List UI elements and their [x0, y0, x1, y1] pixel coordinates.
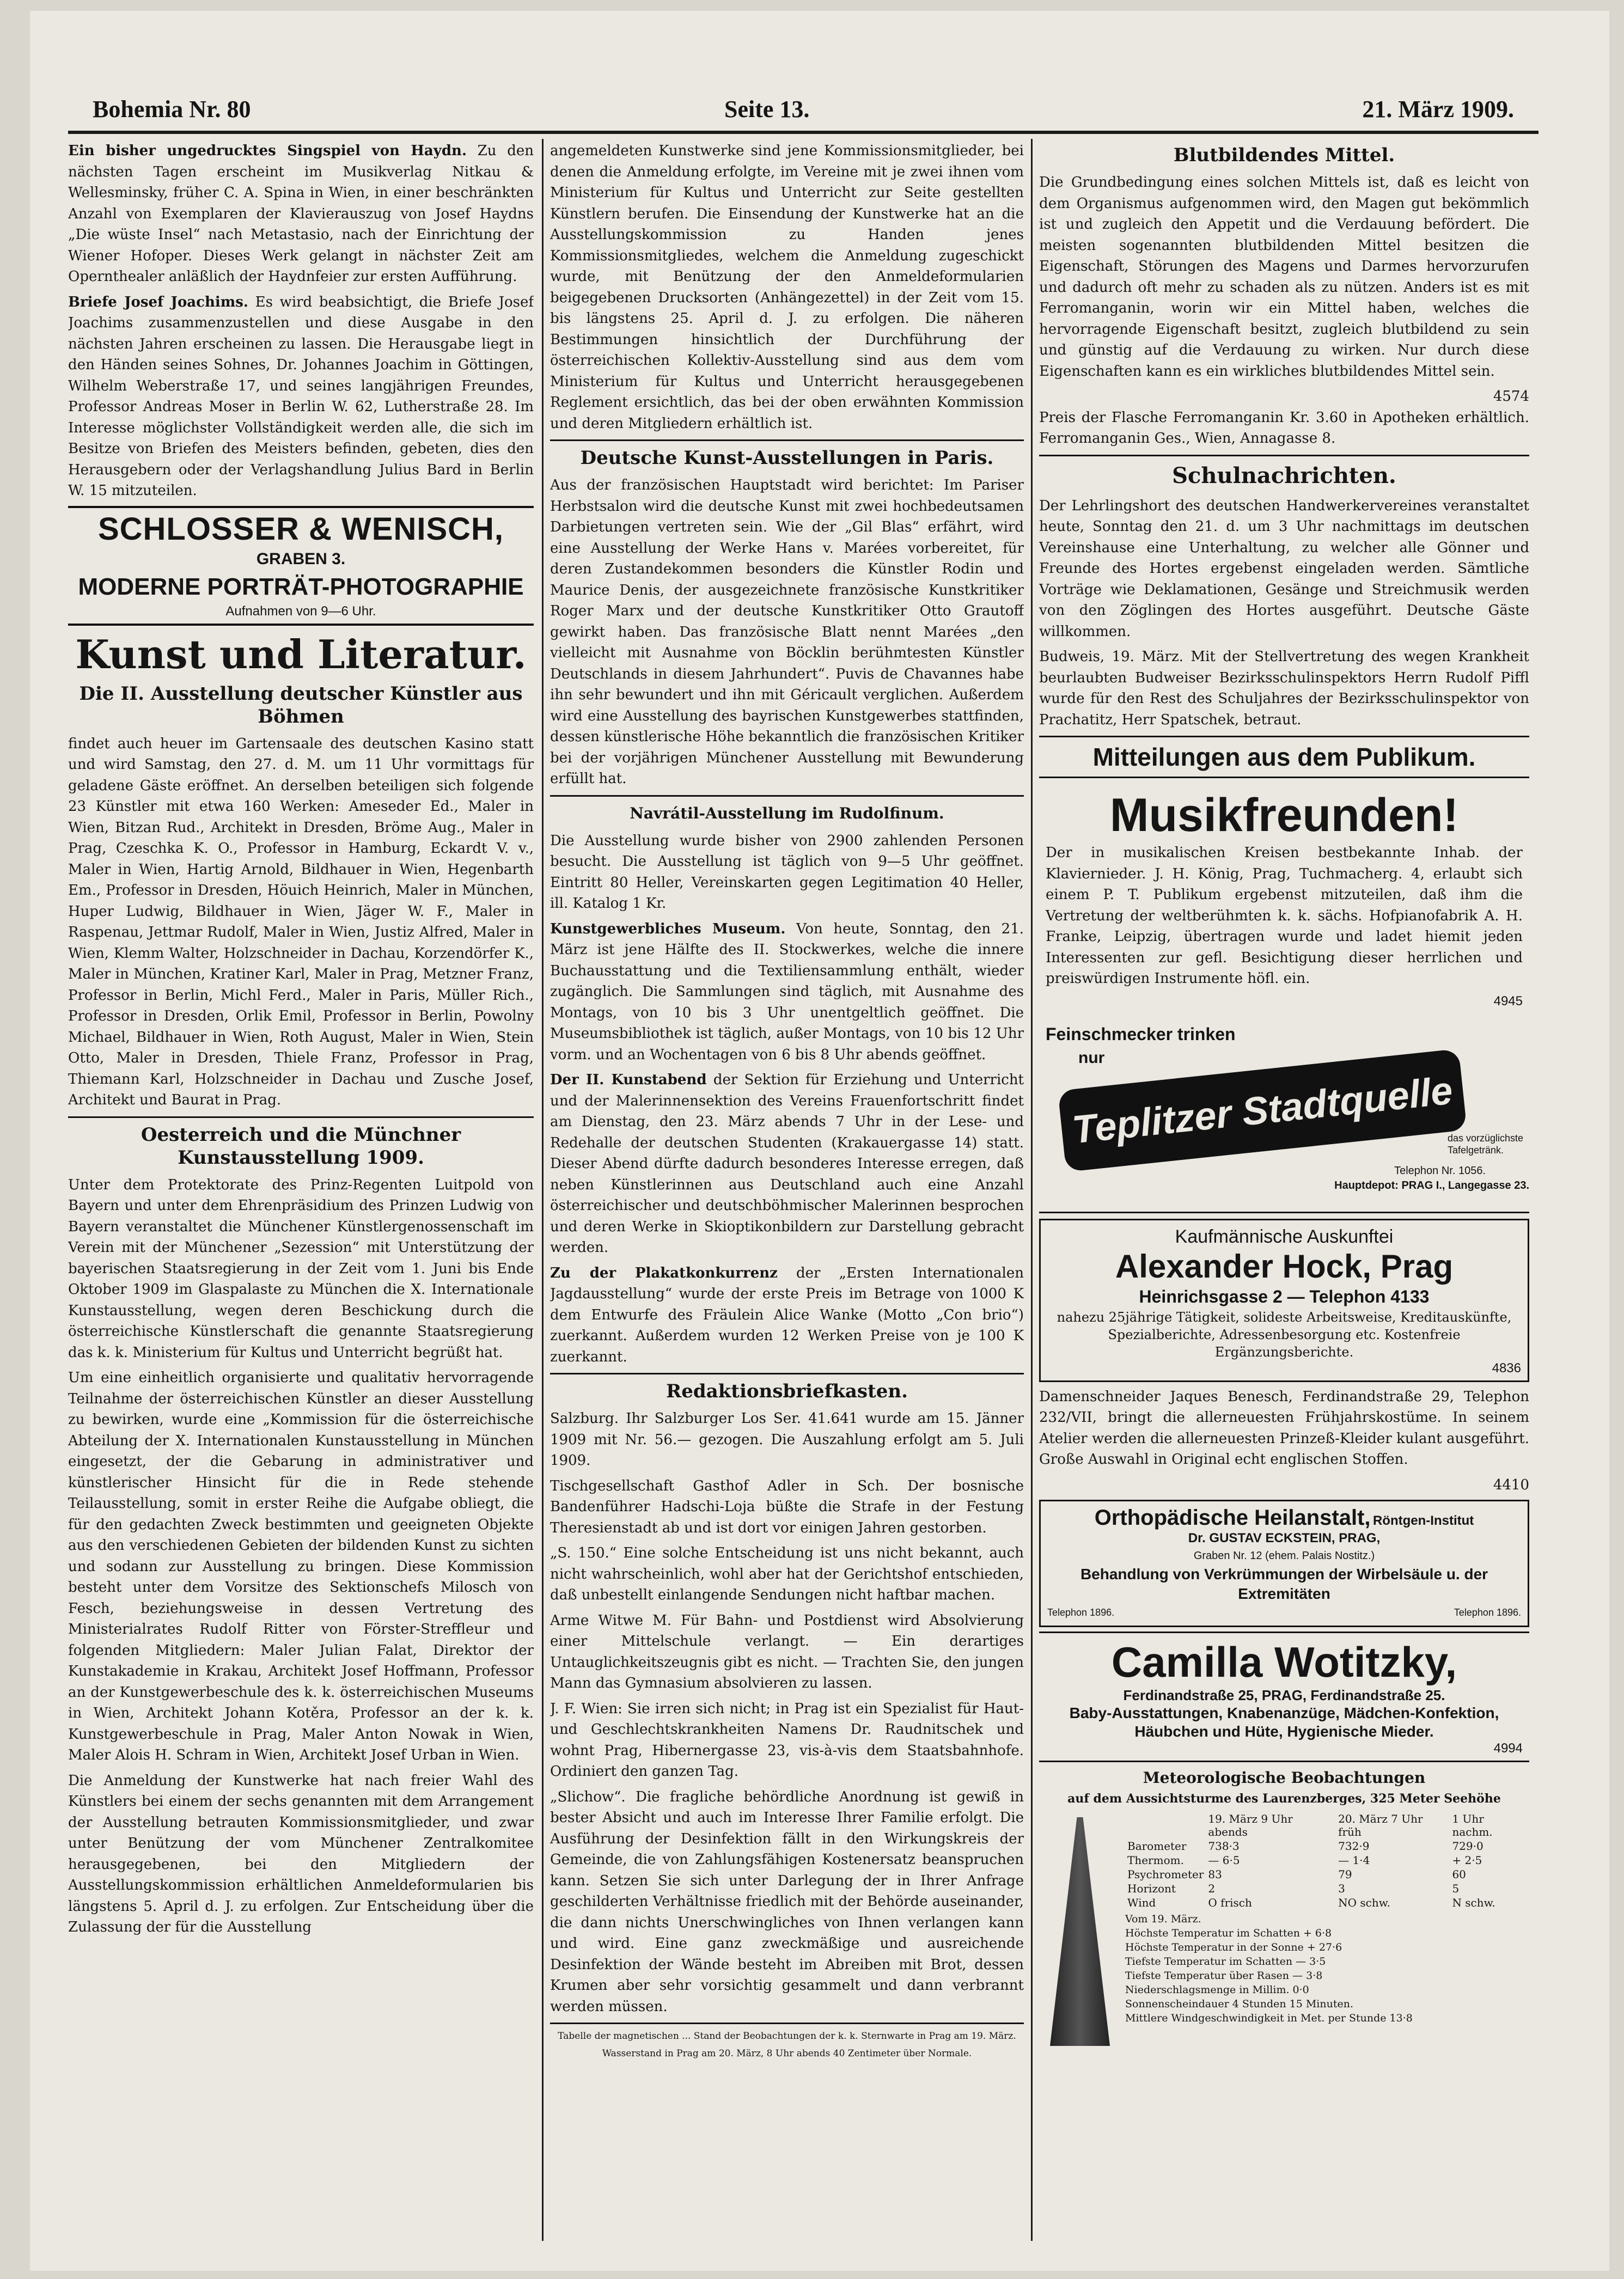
letter-item: Arme Witwe M. Für Bahn- und Postdienst wird Absolvierung einer Mittelschule verlangt. — Ein derartiges Untauglichkeitszeugnis gibt es nicht. — Trachten Sie, den jungen Mann das Gymnasium absolvieren zu lassen.: [550, 1612, 1024, 1691]
ad-line: Ferdinandstraße 25, PRAG, Ferdinandstraße 25.: [1123, 1687, 1445, 1703]
ad-line: Behandlung von Verkrümmungen der Wirbelsäule u. der Extremitäten: [1080, 1566, 1488, 1602]
meteorology-line: Mittlere Windgeschwindigkeit in Met. per Stunde 13·8: [1125, 2012, 1413, 2024]
meteorology-line: Tiefste Temperatur über Rasen — 3·8: [1125, 1970, 1323, 1982]
separator: [550, 1373, 1024, 1374]
ad-line: Heinrichsgasse 2 — Telephon 4133: [1139, 1286, 1430, 1306]
meteorology-line: Sonnenscheindauer 4 Stunden 15 Minuten.: [1125, 1998, 1354, 2010]
table-header-cell: 19. März 9 Uhr abends: [1208, 1812, 1293, 1838]
meteorology-body: [1039, 1812, 1529, 2046]
ad-line: Telephon 1896.: [1047, 1607, 1115, 1618]
ad-musikfreunden: [1039, 784, 1529, 1013]
meteorology-line: Vom 19. März.: [1125, 1913, 1201, 1925]
letter-item: J. F. Wien: Sie irren sich nicht; in Prag ist ein Spezialist für Haut- und Geschlechtskrankheiten Namens Dr. Raudnitschek und wohnt Prag, Hibernergasse 23, vis-à-vis dem Staatsbahnhofe. Ordiniert den ganzen Tag.: [550, 1700, 1024, 1780]
header-center: Seite 13.: [724, 96, 810, 123]
letter-item: „S. 150.“ Eine solche Entscheidung ist uns nicht bekannt, auch nicht wahrscheinlich, wohl aber hat der Gerichtshof entschieden, daß unbestellt einlangende Sendungen nicht haftbar machen.: [550, 1545, 1024, 1603]
table-cell: 60: [1452, 1868, 1466, 1881]
ad-line: das vorzüglichste Tafelgetränk.: [1448, 1132, 1524, 1156]
ad-title: Musikfreunden!: [1109, 789, 1459, 841]
article-heading: Navrátil-Ausstellung im Rudolfinum.: [630, 804, 944, 822]
article-heading: Redaktionsbriefkasten.: [666, 1380, 908, 1402]
ad-subtitle: GRABEN 3.: [256, 549, 346, 568]
table-cell: Psychrometer: [1127, 1868, 1204, 1881]
meteorology-subtitle: auf dem Aussichtsturme des Laurenzberges, 325 Meter Seehöhe: [1067, 1792, 1501, 1806]
table-cell: Wind: [1127, 1896, 1156, 1909]
article-text: Die Ausstellung wurde bisher von 2900 zahlenden Personen besucht. Die Ausstellung ist täglich von 9—5 Uhr geöffnet. Eintritt 80 Heller, Vereinskarten gegen Legitimation 40 Heller, ill. Katalog 1 Kr.: [550, 832, 1024, 912]
ad-line: Röntgen-Institut: [1372, 1513, 1474, 1528]
table-cell: — 1·4: [1338, 1854, 1370, 1867]
article-heading: Die II. Ausstellung deutscher Künstler aus Böhmen: [79, 682, 523, 728]
article-heading: Schulnachrichten.: [1172, 462, 1396, 488]
section-title: Mitteilungen aus dem Publikum.: [1092, 743, 1476, 771]
meteorology-line: Tiefste Temperatur im Schatten — 3·5: [1125, 1956, 1326, 1968]
table-row: [1125, 1881, 1529, 1896]
article-text: Aus der französischen Hauptstadt wird berichtet: Im Pariser Herbstsalon wird die deutsche Kunst mit zwei hochbedeutsamen Darbietungen vertreten sein. Wie der „Gil Blas“ erfährt, wird eine Ausstellung der Werke Hans v. Marées vorbereitet, für deren Zustandekommen besonders die Künstler Rodin und Maurice Denis, der ausgezeichnete französische Kunstkritiker Roger Marx und der deutsche Kunstkritiker Otto Grautoff gewirkt haben. Das französische Blatt nennt Marées „den vielleicht mit Ausnahme von Böcklin berühmtesten Künstler Deutschlands in diesem Jahrhundert“. Puvis de Chavannes habe ihn sehr bewundert und ihn mit Géricault verglichen. Außerdem wird eine Ausstellung des bayrischen Kunstgewerbes stattfinden, dessen künstlerische Höhe bekanntlich die französischen Kritiker bei der vorjährigen Münchener Ausstellung mit Bewunderung erfüllt hat.: [550, 477, 1024, 787]
meteorology-line: Niederschlagsmenge in Millim. 0·0: [1125, 1984, 1309, 1996]
article-text: Budweis, 19. März. Mit der Stellvertretung des wegen Krankheit beurlaubten Budweiser Bezirksschulinspektors Herrn Rudolf Piffl wurde für den Rest des Schuljahres der Bezirksschulinspektor von Prachatitz, Herr Spatschek, betraut.: [1039, 649, 1529, 728]
table-cell: N schw.: [1452, 1896, 1495, 1909]
ad-number: 4410: [1493, 1476, 1529, 1493]
letter-item: Salzburg. Ihr Salzburger Los Ser. 41.641 wurde am 15. Jänner 1909 mit Nr. 56.— gezogen. Die Auszahlung erfolgt am 5. Juli 1909.: [550, 1410, 1024, 1469]
separator: [1039, 455, 1529, 456]
ad-main: MODERNE PORTRÄT-PHOTOGRAPHIE: [78, 573, 524, 600]
ad-number: 4836: [1492, 1360, 1521, 1376]
table-cell: + 2·5: [1452, 1854, 1482, 1867]
meteorology-line: Höchste Temperatur im Schatten + 6·8: [1125, 1927, 1332, 1939]
article-title: Der II. Kunstabend: [550, 1072, 707, 1088]
separator: [550, 2023, 1024, 2024]
separator: [1039, 777, 1529, 778]
table-cell: 732·9: [1338, 1840, 1370, 1853]
ad-line: Kaufmännische Auskunftei: [1175, 1226, 1394, 1247]
separator: [1039, 1212, 1529, 1213]
tower-image: [1039, 1812, 1121, 2046]
meteorology-line: Höchste Temperatur in der Sonne + 27·6: [1125, 1941, 1342, 1953]
table-row: [1125, 1896, 1529, 1910]
header-right: 21. März 1909.: [1362, 96, 1514, 123]
column-2: [550, 140, 1024, 2243]
article-title: Briefe Josef Joachims.: [68, 294, 248, 310]
separator: [68, 1116, 534, 1118]
header-rule: [68, 131, 1538, 134]
ad-phones: [1047, 1604, 1521, 1621]
table-header-cell: 20. März 7 Uhr früh: [1338, 1812, 1423, 1838]
ad-line: Telephon 1896.: [1454, 1607, 1521, 1618]
meteorology-extra: [1125, 1912, 1529, 2025]
article-text: Die Anmeldung der Kunstwerke hat nach freier Wahl des Künstlers bei einem der sechs genannten mit dem Arrangement der Ausstellung betrauten Kommissionsmitglieder, und zwar unter Benützung der vom Münchener Zentralkomitee herausgegebenen, bei den Mitgliedern der Ausstellungskommission erhältlichen Anmeldeformularien bis längstens 5. April d. J. zu erfolgen. Zur Entscheidung über die Zulassung der für die Ausstellung: [68, 1772, 534, 1935]
table-header-cell: [1125, 1812, 1206, 1839]
column-3: [1039, 140, 1529, 2243]
article-text: der „Ersten Internationalen Jagdausstellung“ wurde der erste Preis im Betrage von 1000 K dem Entwurfe des Fräulein Alice Wanke (Motto „Con brio“) zuerkannt. Außerdem wurden 12 Werken Preise von je 100 K zuerkannt.: [550, 1264, 1024, 1365]
header-left: Bohemia Nr. 80: [93, 96, 251, 123]
separator: [1039, 736, 1529, 737]
article-text: Die Grundbedingung eines solchen Mittels ist, daß es leicht von dem Organismus aufgenommen wird, den Magen gut bekömmlich ist und zugleich den Appetit und die Verdauung befördert. Die meisten sogenannten blutbildenden Mittel besitzen die Eigenschaft, Störungen des Magens und Darmes hervorzurufen und dadurch oft mehr zu schaden als zu nützen. Anders ist es mit Ferromanganin, worin wir ein Mittel haben, welches die hervorragende Eigenschaft besitzt, zugleich blutbildend zu sein und günstig auf die Verdauung zu wirken. Nur durch diese Eigenschaften kann es ein wirkliches blutbildendes Mittel sein.: [1039, 174, 1529, 380]
page-header: [93, 95, 1514, 128]
table-cell: 79: [1338, 1868, 1352, 1881]
ad-line: Baby-Ausstattungen, Knabenanzüge, Mädchen-Konfektion, Häubchen und Hüte, Hygienische Mieder.: [1069, 1704, 1499, 1740]
column-divider-2: [1031, 139, 1033, 2241]
ad-text: nahezu 25jährige Tätigkeit, solideste Arbeitsweise, Kreditauskünfte, Spezialberichte, Adressenbesorgung etc. Kostenfreie Ergänzungsberichte.: [1057, 1309, 1512, 1360]
ad-line: Telephon Nr. 1056.: [1394, 1164, 1486, 1177]
article-text: angemeldeten Kunstwerke sind jene Kommissionsmitglieder, bei denen die Anmeldung erfolgte, im Vereine mit je zwei ihnen vom Ministerium für Kultus und Unterricht zur Seite gestellten Künstlern berufen. Die Einsendung der Kunstwerke hat an die Ausstellungskommission zu Handen jenes Kommissionsmitgliedes, welchem die Anmeldung zugeschickt wurde, mit Benützung der den Anmeldeformularien beigegebenen Drucksorten (Anhängezettel) in der Zeit vom 15. bis längstens 25. April d. J. zu erfolgen. Die näheren Bestimmungen hinsichtlich der Durchführung der österreichischen Kollektiv-Ausstellung sind aus dem vom Ministerium für Kultus und Unterricht herausgegebenen Reglement ersichtlich, das bei der oben erwähnten Kommission und deren Mitgliedern erhältlich ist.: [550, 143, 1024, 432]
ad-number: 4574: [1493, 388, 1529, 405]
ad-title: Camilla Wotitzky,: [1111, 1638, 1457, 1686]
column-divider-1: [542, 139, 544, 2241]
table-cell: 3: [1338, 1882, 1345, 1895]
table-cell: Horizont: [1127, 1882, 1176, 1895]
article-title: Zu der Plakatkonkurrenz: [550, 1264, 778, 1281]
table-cell: 2: [1208, 1882, 1216, 1895]
table-cell: Thermom.: [1127, 1854, 1184, 1867]
ad-line: Dr. GUSTAV ECKSTEIN, PRAG,: [1188, 1531, 1381, 1545]
ad-number: 4994: [1493, 1741, 1523, 1756]
table-row: [1125, 1867, 1529, 1881]
meteorology-table: [1125, 1812, 1529, 1910]
separator: [550, 439, 1024, 441]
article-heading: Oesterreich und die Münchner Kunstausstellung 1909.: [141, 1123, 461, 1169]
article-title: Ein bisher ungedrucktes Singspiel von Haydn.: [68, 143, 467, 159]
table-cell: Barometer: [1127, 1840, 1187, 1853]
ad-text: Der in musikalischen Kreisen bestbekannte Inhab. der Klaviernieder. J. H. König, Prag, Tuchmacherg. 4, erlaubt sich einem P. T. Publikum ergebenst mitzuteilen, daß ihm die Vertretung der weltberühmten k. k. sächs. Hofpianofabrik A. H. Franke, Leipzig, übertragen wurde und ladet hiemit jeden Interessenten zur gefl. Besichtigung dieser herrlichen und preiswürdigen Instrumente höfl. ein.: [1046, 845, 1523, 987]
ad-title: SCHLOSSER & WENISCH,: [97, 511, 504, 547]
article-text: Der Lehrlingshort des deutschen Handwerkervereines veranstaltet heute, Sonntag den 21. d. um 3 Uhr nachmittags im deutschen Vereinshause eine Unterhaltung, zu welcher alle Gönner und Freunde des Hortes ergebenst eingeladen werden. Sämtliche Vorträge wie Deklamationen, Gesänge und Streichmusik werden von den Zöglingen des Hortes ausgeführt. Deutsche Gäste willkommen.: [1039, 497, 1529, 640]
table-cell: O frisch: [1208, 1896, 1252, 1909]
weather-note: Tabelle der magnetischen ... Stand der Beobachtungen der k. k. Sternwarte in Prag am 19. März.: [558, 2031, 1016, 2042]
ad-line: Graben Nr. 12 (ehem. Palais Nostitz.): [1193, 1550, 1375, 1562]
table-cell: 729·0: [1452, 1840, 1483, 1853]
ad-wotitzky: [1039, 1632, 1529, 1762]
ad-number: 4945: [1493, 993, 1523, 1009]
article-title: Kunstgewerbliches Museum.: [550, 920, 786, 937]
article-text: Zu den nächsten Tagen erscheint im Musikverlag Nitkau & Wellesminsky, früher C. A. Spina in Wien, in einer beschränkten Anzahl von Exemplaren der Klavierauszug von Josef Haydns „Die wüste Insel“ nach Metastasio, nach der Einrichtung der Wiener Hofoper. Dieses Werk gelangt in nächster Zeit am Opernthealer anläßlich der Haydnfeier zur ersten Aufführung.: [68, 143, 534, 285]
article-heading: Deutsche Kunst-Ausstellungen in Paris.: [580, 447, 994, 469]
logo-text: Teplitzer Stadtquelle: [1070, 1068, 1455, 1152]
meteorology-section: [1039, 1767, 1529, 2046]
table-cell: 83: [1208, 1868, 1222, 1881]
article-text: Preis der Flasche Ferromanganin Kr. 3.60 in Apotheken erhältlich. Ferromanganin Ges., Wien, Annagasse 8.: [1039, 409, 1529, 447]
section-title: Kunst und Literatur.: [75, 631, 527, 677]
table-header-cell: 1 Uhr nachm.: [1452, 1812, 1493, 1838]
ad-hock: [1039, 1219, 1529, 1382]
table-cell: — 6·5: [1208, 1854, 1240, 1867]
letter-item: „Slichow“. Die fragliche behördliche Anordnung ist gewiß in bester Absicht und auch im Interesse Ihrer Familie erfolgt. Die Ausführung der Desinfektion fällt in den Wirkungskreis der Gemeinde, die von Zahlungsfähigen Kostenersatz beanspruchen kann. Setzen Sie sich unter Darlegung der in Ihrer Anfrage geschilderten Verhältnisse friedlich mit der Behörde auseinander, die dann nichts Unerschwingliches von Ihnen verlangen kann und wird. Eine ganz zweckmäßige und ausreichende Desinfektion der Wände besteht im Abreiben mit Brot, dessen Krumen aber sehr vorsichtig gesammelt und dann verbrannt werden müssen.: [550, 1788, 1024, 2015]
table-cell: 738·3: [1208, 1840, 1240, 1853]
water-level-note: Wasserstand in Prag am 20. März, 8 Uhr abends 40 Zentimeter über Normale.: [602, 2048, 972, 2059]
article-text: Es wird beabsichtigt, die Briefe Josef Joachims zusammenzustellen und diese Ausgabe in den nächsten Jahren erscheinen zu lassen. Die Herausgabe liegt in den Händen seines Sohnes, Dr. Johannes Joachim in Göttingen, Wilhelm Weberstraße 17, und seines langjährigen Freundes, Professor Andreas Moser in Berlin W. 62, Lutherstraße 28. Im Interesse möglichster Vollständigkeit werden alle, die sich im Besitze von Briefen des Meisters befinden, gebeten, dies den Herausgebern oder der Verlagshandlung Julius Bard in Berlin W. 15 mitzuteilen.: [68, 294, 534, 499]
article-text: Um eine einheitlich organisierte und qualitativ hervorragende Teilnahme der österreichischen Künstler an dieser Ausstellung zu bewirken, wurde eine „Kommission für die österreichische Abteilung der X. Internationalen Kunstausstellung in München eingesetzt, der die Gebarung in administrativer und künstlerischer Hinsicht für die in Rede stehende Teilausstellung, somit in erster Reihe die Aufgabe obliegt, die für den gedachten Zweck bestimmten und geeigneten Objekte aus den verschiedenen Gebieten der bildenden Kunst zu sichten und sodann zur Ausstellung zu bringen. Diese Kommission besteht unter dem Vorsitze des Sektionschefs Milosch von Fesch, beziehungsweise in dessen Vertretung des Ministerialrates Rudolf Ritter von Förster-Streffleur und folgenden Mitgliedern: Maler Julian Falat, Direktor der Kunstakademie in Krakau, Architekt Josef Hoffmann, Professor an der Kunstgewerbeschule des k. k. österreichischen Museums in Wien, Architekt Johann Kotěra, Professor an der k. k. Kunstgewerbeschule in Prag, Maler Anton Nowak in Wien, Maler Alois H. Schram in Wien, Architekt Josef Urban in Wien.: [68, 1370, 534, 1763]
meteorology-title: Meteorologische Beobachtungen: [1143, 1769, 1426, 1787]
ad-orthopaedie: [1039, 1500, 1529, 1627]
table-header-row: [1125, 1812, 1529, 1839]
meteorology-data: [1125, 1812, 1529, 2046]
article-text: Von heute, Sonntag, den 21. März ist jene Hälfte des II. Stockwerkes, welche die innere Buchausstattung und die Textiliensammlung enthält, wieder zugänglich. Die Sammlungen sind täglich, mit Ausnahme des Montags, von 10 bis 3 Uhr unentgeltlich geöffnet. Die Museumsbibliothek ist täglich, außer Montags, von 10 bis 12 Uhr vorm. und an Wochentagen von 6 bis 8 Uhr abends geöffnet.: [550, 920, 1024, 1063]
ad-title: Orthopädische Heilanstalt,: [1094, 1506, 1371, 1530]
separator: [550, 795, 1024, 797]
article-heading: Blutbildendes Mittel.: [1173, 144, 1395, 166]
article-text: Unter dem Protektorate des Prinz-Regenten Luitpold von Bayern und unter dem Ehrenpräsidium des Prinzen Ludwig von Bayern veranstaltet die Münchener Künstlergenossenschaft im Verein mit der Münchener „Sezession“ mit Unterstützung der bayerischen Staatsregierung in der Zeit vom 1. Juni bis Ende Oktober 1909 im Glaspalaste zu München die X. Internationale Kunstausstellung, wegen deren Beschickung durch die österreichische Künstlerschaft die genannte Staatsregierung das k. k. Ministerium für Kultus und Unterricht begrüßt hat.: [68, 1176, 534, 1361]
table-cell: NO schw.: [1338, 1896, 1390, 1909]
table-row: [1125, 1839, 1529, 1853]
letter-item: Tischgesellschaft Gasthof Adler in Sch. Der bosnische Bandenführer Hadschi-Loja büßte die Strafe in der Festung Theresienstadt ab und ist dort vor einigen Jahren gestorben.: [550, 1477, 1024, 1536]
ad-teplitzer: [1039, 1018, 1529, 1206]
tower-icon: [1050, 1817, 1110, 2046]
article-text: der Sektion für Erziehung und Unterricht und der Malerinnensektion des Vereins Frauenfortschritt findet am Dienstag, den 23. März abends 7 Uhr in der Lese- und Redehalle der deutschen Studenten (Krakauergasse 14) statt. Dieser Abend dürfte dadurch besonderes Interesse erregen, daß neben Künstlerinnen aus Deutschland auch eine Anzahl österreichischer und deutschböhmischer Malerinnen besprochen und deren Werke in Skioptikonbildern zur Darstellung gebracht werden.: [550, 1072, 1024, 1256]
article-text: Damenschneider Jaques Benesch, Ferdinandstraße 29, Telephon 232/VII, bringt die allerneuesten Frühjahrskostüme. In seinem Atelier werden die allerneuesten Prinzeß-Kleider kulant ausgeführt. Große Auswahl in Original echt englischen Stoffen.: [1039, 1388, 1529, 1468]
ad-line: nur: [1078, 1048, 1105, 1067]
ad-line: Hauptdepot: PRAG I., Langegasse 23.: [1334, 1179, 1529, 1192]
ad-hours: Aufnahmen von 9—6 Uhr.: [225, 603, 376, 619]
ad-line: Feinschmecker trinken: [1046, 1024, 1236, 1044]
article-text: findet auch heuer im Gartensaale des deutschen Kasino statt und wird Samstag, den 27. d. M. um 11 Uhr vormittags für geladene Gäste eröffnet. An derselben beteiligen sich folgende 23 Künstler mit etwa 160 Werken: Ameseder Ed., Maler in Wien, Bitzan Rud., Architekt in Dresden, Bröme Aug., Maler in Prag, Czeschka K. O., Professor in Hamburg, Eckardt V. v., Maler in Wien, Hartig Arnold, Bildhauer in Wien, Hegenbarth Em., Professor in Dresden, Höuich Heinrich, Maler in München, Huper Ludwig, Bildhauer in Wien, Jäger W. F., Maler in Raspenau, Jettmar Rudolf, Maler in Wien, Justiz Alfred, Maler in Wien, Klemm Walter, Holzschneider in Dachau, Korzendörfer K., Maler in München, Kratiner Karl, Maler in Prag, Metzner Franz, Professor in Berlin, Michl Ferd., Maler in Paris, Müller Rich., Professor in Dresden, Orlik Emil, Professor in Berlin, Powolny Michael, Bildhauer in Wien, Roth August, Maler in Wien, Stein Otto, Maler in Dresden, Thiele Franz, Professor in Prag, Thiemann Karl, Holzschneider in Dachau und Zusche Josef, Architekt und Baurat in Prag.: [68, 735, 534, 1108]
ad-title: Alexander Hock, Prag: [1115, 1248, 1454, 1285]
column-1: [68, 140, 534, 2243]
ad-schlosser-wenisch: [68, 506, 534, 626]
table-cell: 5: [1452, 1882, 1460, 1895]
table-row: [1125, 1853, 1529, 1867]
